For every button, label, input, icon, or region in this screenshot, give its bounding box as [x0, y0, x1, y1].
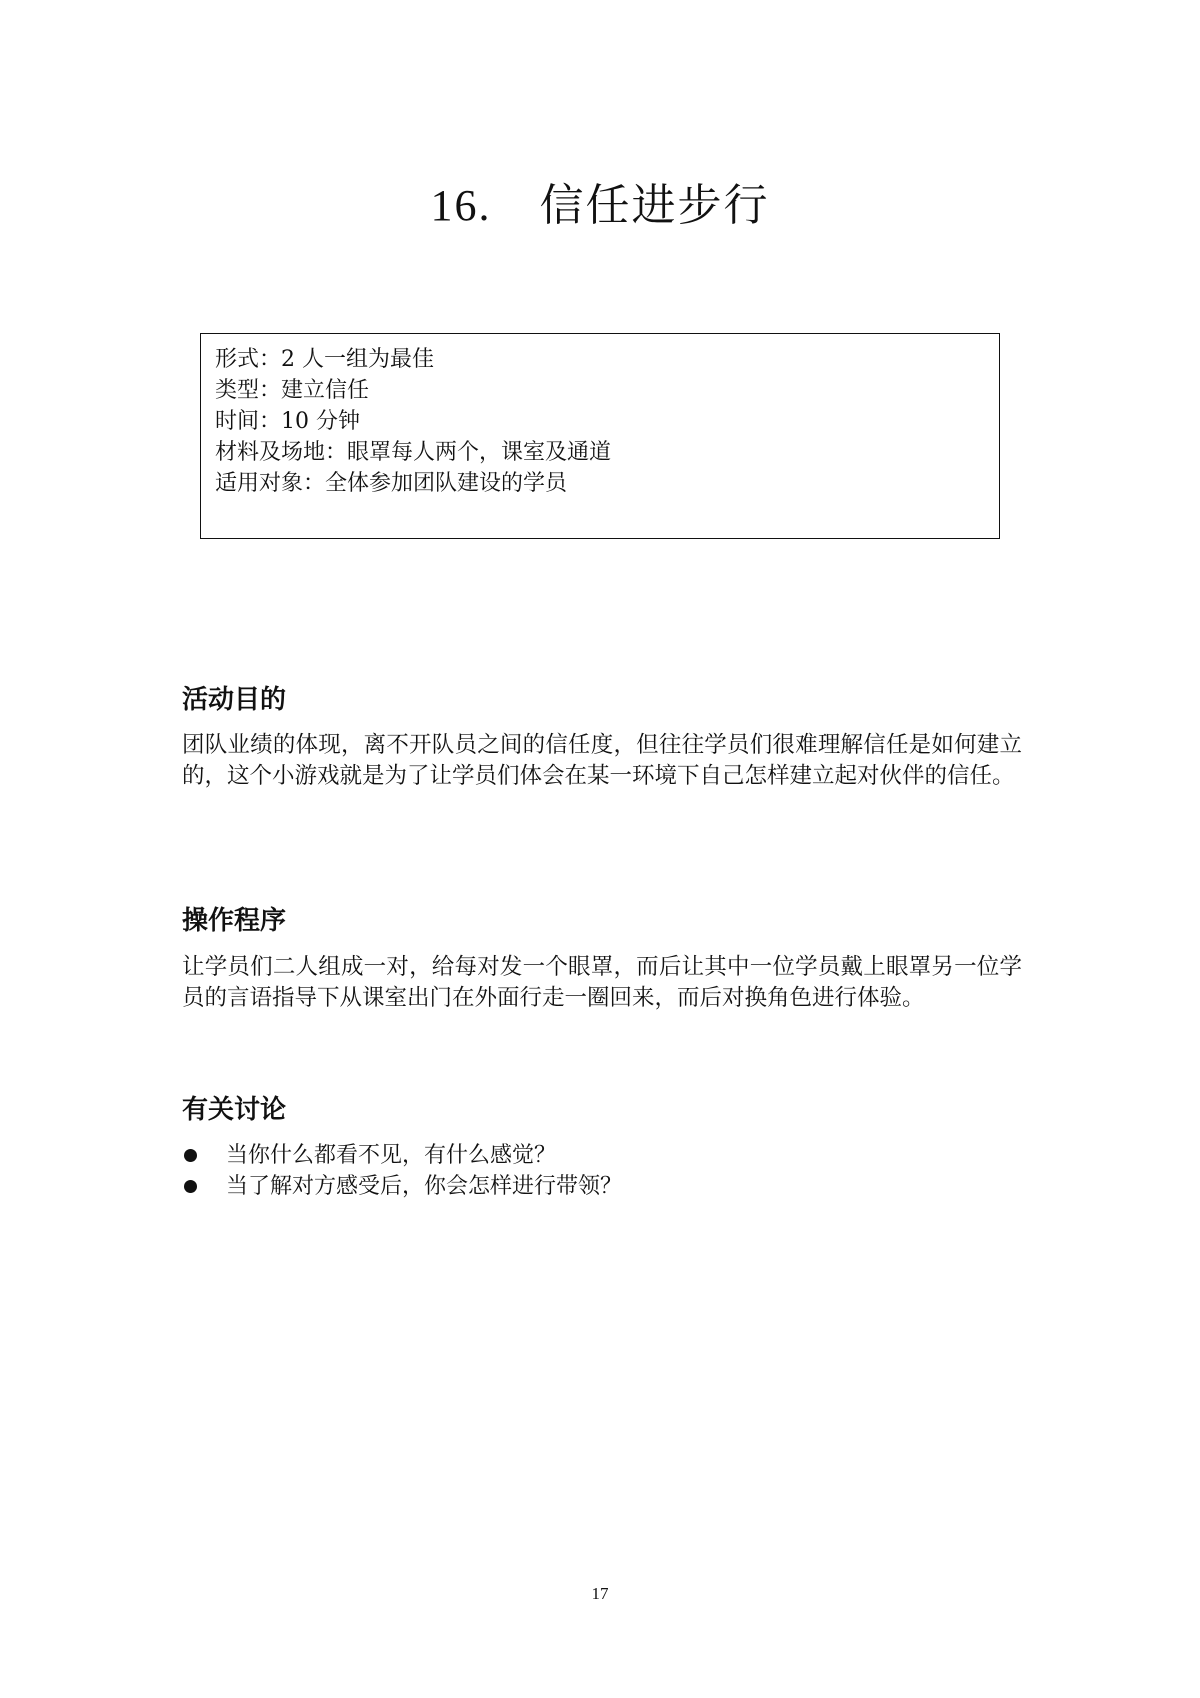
discussion-list — [182, 1140, 1022, 1202]
procedure-heading: 操作程序 — [182, 906, 287, 936]
bullet-icon — [184, 1149, 197, 1162]
discussion-heading: 有关讨论 — [182, 1095, 287, 1125]
title-number: 16. — [430, 181, 492, 230]
purpose-paragraph: 团队业绩的体现，离不开队员之间的信任度，但往往学员们很难理解信任是如何建立的，这个小游戏就是为了让学员们体会在某一环境下自己怎样建立起对伙伴的信任。 — [182, 732, 1022, 789]
discussion-item — [182, 1140, 1022, 1171]
info-format: 形式：2 人一组为最佳 — [215, 347, 434, 372]
discussion-item — [182, 1171, 1022, 1202]
info-type: 类型：建立信任 — [215, 378, 370, 403]
info-audience: 适用对象：全体参加团队建设的学员 — [215, 471, 568, 496]
purpose-heading: 活动目的 — [182, 685, 287, 715]
activity-info-box — [200, 333, 1000, 539]
discussion-item-text: 当你什么都看不见，有什么感觉？ — [226, 1143, 557, 1168]
info-time: 时间：10 分钟 — [215, 409, 360, 434]
discussion-item-text: 当了解对方感受后，你会怎样进行带领？ — [226, 1174, 623, 1199]
procedure-paragraph: 让学员们二人组成一对，给每对发一个眼罩，而后让其中一位学员戴上眼罩另一位学员的言语指导下从课室出门在外面行走一圈回来，而后对换角色进行体验。 — [182, 954, 1022, 1011]
page-title — [0, 178, 1200, 234]
bullet-icon — [184, 1180, 197, 1193]
title-text: 信任进步行 — [539, 180, 770, 231]
info-materials: 材料及场地：眼罩每人两个，课室及通道 — [215, 440, 612, 465]
page-number: 17 — [591, 1584, 609, 1603]
